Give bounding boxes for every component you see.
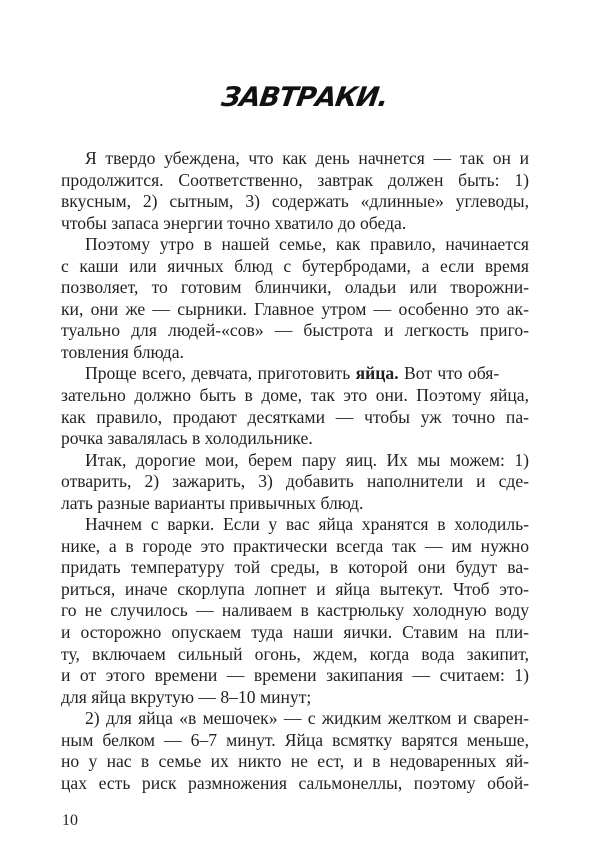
chapter-title: ЗАВТРАКИ. [219, 82, 390, 113]
bold-term: яйца. [355, 363, 399, 384]
text-line: Поэтому утро в нашей семье, как правило, начинается [85, 234, 529, 255]
text-line: продолжится. Соответственно, завтрак должен быть: 1) [61, 169, 529, 190]
text-line: лать разные варианты привычных блюд. [61, 492, 364, 513]
paragraph [61, 450, 529, 515]
text-line: ки, они же — сырники. Главное утром — особенно это ак- [61, 298, 529, 319]
paragraph [61, 363, 529, 449]
text-line: риться, иначе скорлупа лопнет и яйца вытекут. Чтоб это- [61, 578, 529, 599]
paragraph [61, 148, 529, 234]
text-line: и от этого времени — времени закипания — считаем: 1) [61, 665, 529, 686]
text-line: с каши или яичных блюд с бутербродами, а если время [61, 255, 529, 276]
text-segment: Вот что обя- [398, 363, 500, 384]
text-line: туально для людей-«сов» — быстрота и легкость приго- [61, 320, 529, 341]
text-line: товления блюда. [61, 341, 184, 362]
text-line: отварить, 2) зажарить, 3) добавить наполнители и сде- [61, 471, 529, 492]
text-line: вкусным, 2) сытным, 3) содержать «длинные» углеводы, [61, 191, 529, 212]
text-line: но у нас в семье их никто не ест, и в недоваренных яй- [61, 751, 529, 772]
page-number: 10 [62, 812, 78, 829]
text-segment: Проще всего, девчата, приготовить [85, 363, 356, 384]
text-line: как правило, продают десятками — чтобы уж точно па- [61, 406, 529, 427]
text-line: для яйца вкрутую — 8–10 минут; [61, 686, 312, 707]
text-line: зательно должно быть в доме, так это они. Поэтому яйца, [61, 385, 529, 406]
paragraph [61, 234, 529, 363]
text-line: цах есть риск размножения сальмонеллы, поэтому обой- [61, 772, 529, 793]
text-line: рочка завалялась в холодильнике. [61, 428, 313, 449]
text-line: чтобы запаса энергии точно хватило до обеда. [61, 212, 407, 233]
paragraph [61, 708, 529, 794]
text-line: го не случилось — наливаем в кастрюльку холодную воду [61, 600, 529, 621]
text-line: 2) для яйца «в мешочек» — с жидким желтком и сварен- [85, 708, 529, 729]
text-line: Итак, дорогие мои, берем пару яиц. Их мы можем: 1) [85, 449, 529, 470]
text-line: позволяет, то готовим блинчики, оладьи или творожни- [61, 277, 529, 298]
text-line: Я твердо убеждена, что как день начнется — так он и [85, 148, 529, 168]
text-line: Начнем с варки. Если у вас яйца хранятся в холодиль- [85, 514, 529, 535]
text-line: нике, а в городе это практически всегда так — им нужно [61, 535, 529, 556]
body-text [61, 148, 529, 794]
text-line: ным белком — 6–7 минут. Яйца всмятку варятся меньше, [61, 729, 529, 750]
paragraph [61, 514, 529, 708]
text-line: ту, включаем сильный огонь, ждем, когда вода закипит, [61, 643, 529, 664]
text-line: придать температуру той среды, в которой они будут ва- [61, 557, 529, 578]
text-line: и осторожно опускаем туда наши яички. Ставим на пли- [61, 622, 529, 643]
text-line [61, 363, 529, 385]
